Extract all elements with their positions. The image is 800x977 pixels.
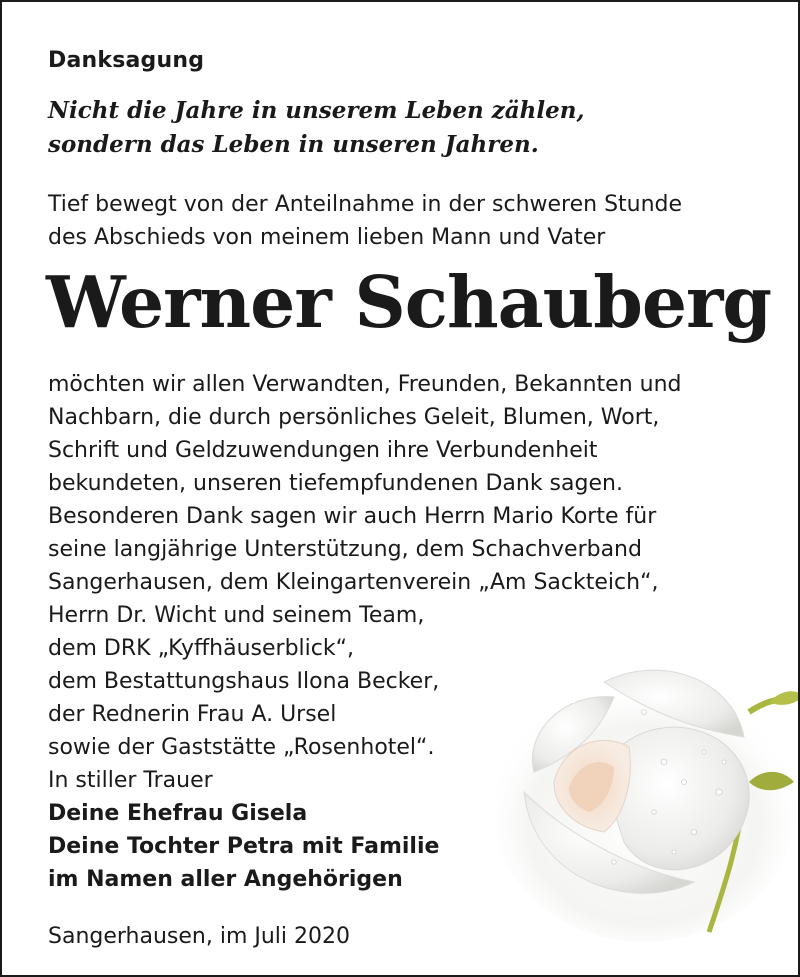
signatory: Deine Tochter Petra mit Familie [48, 834, 440, 859]
thanks-line: Sangerhausen, dem Kleingartenverein „Am Sackteich“, [48, 570, 659, 595]
thanks-line: seine langjährige Unterstützung, dem Schachverband [48, 537, 642, 562]
thanks-line: Besonderen Dank sagen wir auch Herrn Mario Korte für [48, 504, 657, 529]
signatory: Deine Ehefrau Gisela [48, 801, 308, 826]
motto-line: sondern das Leben in unseren Jahren. [48, 131, 539, 158]
motto [48, 94, 584, 162]
thanks-line: möchten wir allen Verwandten, Freunden, Bekannten und [48, 372, 682, 397]
closing-block [48, 764, 439, 896]
thanks-line: Nachbarn, die durch persönliches Geleit, Blumen, Wort, [48, 405, 660, 430]
intro-line: des Abschieds von meinem lieben Mann und Vater [48, 225, 606, 250]
thanks-line: bekundeten, unseren tiefempfundenen Dank sagen. [48, 471, 623, 496]
thanks-line: sowie der Gaststätte „Rosenhotel“. [48, 735, 435, 760]
closing-intro: In stiller Trauer [48, 768, 213, 793]
white-rose-icon [494, 642, 800, 942]
motto-line: Nicht die Jahre in unserem Leben zählen, [48, 97, 585, 124]
thanks-line: dem DRK „Kyffhäuserblick“, [48, 636, 355, 661]
place-date: Sangerhausen, im Juli 2020 [48, 924, 351, 949]
thanks-line: Herrn Dr. Wicht und seinem Team, [48, 603, 425, 628]
thanks-line: der Rednerin Frau A. Ursel [48, 702, 337, 727]
heading: Danksagung [48, 48, 205, 73]
deceased-name: Werner Schauberg [46, 260, 772, 344]
thanks-line: Schrift und Geldzuwendungen ihre Verbundenheit [48, 438, 598, 463]
signatory: im Namen aller Angehörigen [48, 867, 403, 892]
intro-text [48, 188, 682, 254]
intro-line: Tief bewegt von der Anteilnahme in der schweren Stunde [48, 192, 683, 217]
thanks-line: dem Bestattungshaus Ilona Becker, [48, 669, 440, 694]
